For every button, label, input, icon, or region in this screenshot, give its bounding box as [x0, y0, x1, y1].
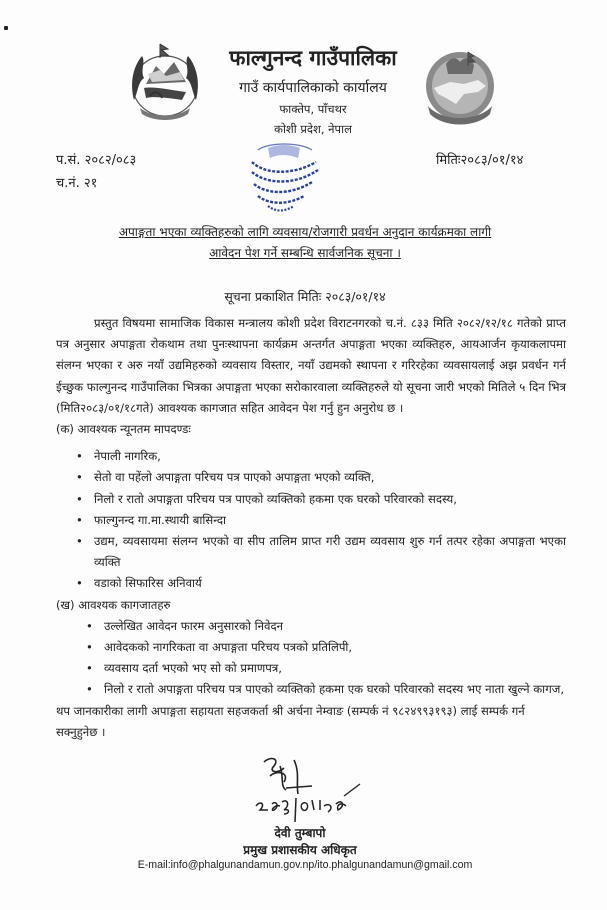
- bullet-icon: •: [86, 661, 93, 676]
- bullet-icon: •: [76, 576, 83, 591]
- bullet-icon: •: [76, 534, 83, 549]
- dispatch-number: च.नं. २१: [56, 176, 98, 191]
- bullet-icon: •: [76, 449, 83, 464]
- list-item: • सेतो वा पहेंलो अपाङ्गता परिचय पत्र पाएको अपाङ्गता भएको व्यक्ति,: [76, 467, 566, 488]
- subject-line-2: आवेदन पेश गर्ने सम्बन्धि सार्वजनिक सूचना ।: [209, 246, 401, 260]
- list-item: • उल्लेखित आवेदन फारम अनुसारको निवेदन: [86, 616, 566, 637]
- office-name: गाउँ कार्यपालिकाको कार्यालय: [239, 80, 387, 96]
- office-stamp-icon: [238, 140, 338, 218]
- notice-subject: [50, 222, 560, 264]
- documents-list: [86, 616, 566, 701]
- bullet-icon: •: [76, 470, 83, 485]
- bullet-icon: •: [86, 682, 93, 697]
- nepal-emblem-icon: [124, 40, 206, 128]
- body-paragraph: प्रस्तुत विषयमा सामाजिक विकास मन्त्रालय कोशी प्रदेश विराटनगरको च.नं. ८३३ मिति २०८२/१२/१८ गतेको प्राप्त पत्र अनुसार अपाङ्गता रोकथाम तथा पुनःस्थापना कार्यक्रम अन्तर्गत अपाङ्गता भएका व्यक्तिहरु, आयआर्जन कृयाकलापमा संलग्न भएका र अरु नयाँ उद्यमिहरुको व्यवसाय विस्तार, नयाँ उद्यमको स्थापना र गरिरहेका व्यवसायलाई अझ प्रवर्धन गर्न ईच्छुक फाल्गुनन्द गाउँपालिका भित्रका अपाङ्गता भएका सरोकारवाला व्यक्तिहरुले यो सूचना जारी भएको मितिले ५ दिन भित्र (मिति२०८३/०१/१८गते) आवश्यक कागजात सहित आवेदन पेश गर्नु हुन अनुरोध छ ।: [56, 316, 566, 415]
- bullet-icon: •: [76, 512, 83, 527]
- municipality-name: फाल्गुनन्द गाउँपालिका: [229, 46, 397, 70]
- subject-line-1: अपाङ्गता भएका व्यक्तिहरुको लागि व्यवसाय/रोजगारी प्रवर्धन अनुदान कार्यक्रमका लागी: [118, 225, 492, 239]
- section-b-label: (ख) आवश्यक कागजातहरु: [56, 597, 171, 612]
- list-item: • उद्यम, व्यवसायमा संलग्न भएको वा सीप तालिम प्राप्त गरी उद्यम व्यवसाय शुरु गर्न तत्पर रहेका अपाङ्गता भएका व्यक्ति: [76, 531, 566, 573]
- list-item: • फाल्गुनन्द गा.मा.स्थायी बासिन्दा: [76, 510, 566, 531]
- published-date: सूचना प्रकाशित मितिः २०८३/०१/१४: [224, 289, 386, 304]
- list-item: • नेपाली नागरिक,: [76, 446, 566, 467]
- bullet-icon: •: [76, 491, 83, 506]
- bullet-icon: •: [86, 618, 93, 633]
- bullet-icon: •: [86, 640, 93, 655]
- list-item: • निलो र रातो अपाङ्गता परिचय पत्र पाएको व्यक्तिको हकमा एक घरको परिवारको सदस्य,: [76, 489, 566, 510]
- list-item: • आवेदकको नागरिकता वा अपाङ्गता परिचय पत्रको प्रतिलिपी,: [86, 637, 566, 658]
- signatory-designation: प्रमुख प्रशासकीय अधिकृत: [243, 843, 357, 857]
- address-line-2: कोशी प्रदेश, नेपाल: [274, 122, 352, 136]
- reference-number: प.सं. २०८२/०८३: [56, 153, 137, 168]
- signatory-name: देवी तुम्बापो: [274, 826, 326, 840]
- letter-date: मितिः२०८३/०१/१४: [436, 153, 524, 168]
- list-item: • वडाको सिफारिस अनिवार्य: [76, 573, 566, 594]
- list-item: • व्यवसाय दर्ता भएको भए सो को प्रमाणपत्र,: [86, 658, 566, 679]
- notice-content: [56, 313, 566, 743]
- footer-email: E-mail:info@phalgunandamun.gov.np/ito.phalgunandamun@gmail.com: [137, 859, 473, 871]
- address-line-1: फाक्तेप, पाँचथर: [279, 102, 347, 116]
- list-item: • निलो र रातो अपाङ्गता परिचय पत्र पाएको व्यक्तिको हकमा एक घरको परिवारको सदस्य भए नाता खुल्ने कागज,: [86, 679, 566, 700]
- municipality-logo-icon: [420, 44, 500, 126]
- scan-speck: [4, 26, 8, 30]
- handwritten-signature-icon: [250, 754, 370, 824]
- criteria-list: [76, 446, 566, 594]
- contact-info: थप जानकारीका लागी अपाङ्गता सहायता सहजकर्ता श्री अर्चना नेम्वाङ (सम्पर्क नं ९८२४९९३१९३) लाई सम्पर्क गर्न सक्नुहुनेछ ।: [56, 703, 525, 739]
- section-a-label: (क) आवश्यक न्यूनतम मापदण्डः: [56, 422, 191, 437]
